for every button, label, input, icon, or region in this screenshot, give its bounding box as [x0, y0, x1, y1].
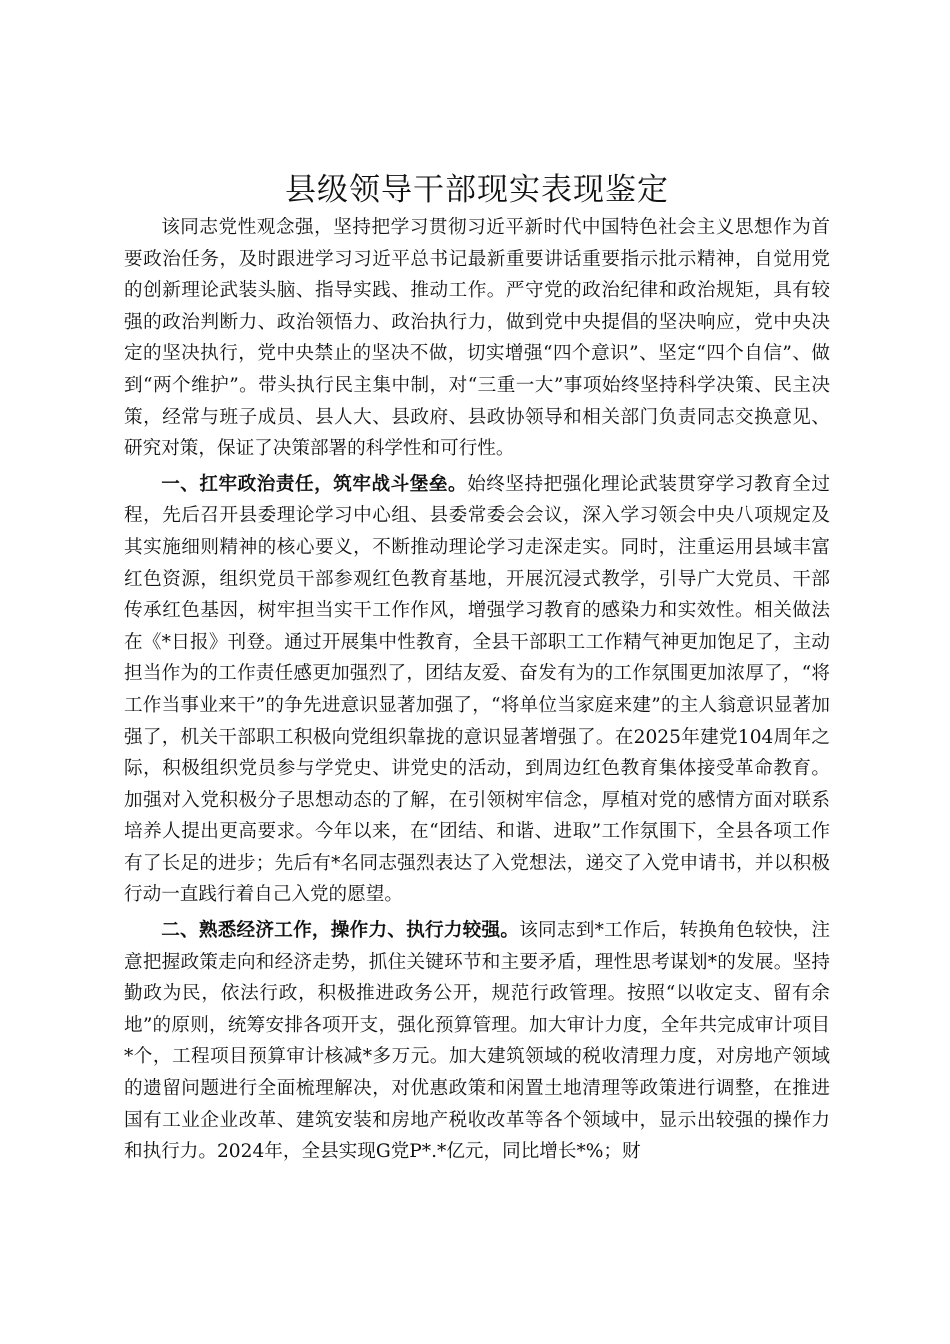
- intro-paragraph: 该同志党性观念强，坚持把学习贯彻习近平新时代中国特色社会主义思想作为首要政治任务，及时跟进学习习近平总书记最新重要讲话重要指示批示精神，自觉用党的创新理论武装头脑、指导实践、推动工作。严守党的政治纪律和政治规矩，具有较强的政治判断力、政治领悟力、政治执行力，做到党中央提倡的坚决响应，党中央决定的坚决执行，党中央禁止的坚决不做，切实增强“四个意识”、坚定“四个自信”、做到“两个维护”。带头执行民主集中制，对“三重一大”事项始终坚持科学决策、民主决策，经常与班子成员、县人大、县政府、县政协领导和相关部门负责同志交换意见、研究对策，保证了决策部署的科学性和可行性。: [124, 217, 830, 460]
- section-body-2: 该同志到*工作后，转换角色较快，注意把握政策走向和经济走势，抓住关键环节和主要矛盾，理性思考谋划*的发展。坚持勤政为民，依法行政，积极推进政务公开，规范行政管理。按照“以收定支、留有余地”的原则，统筹安排各项开支，强化预算管理。加大审计力度，全年共完成审计项目*个，工程项目预算审计核减*多万元。加大建筑领域的税收清理力度，对房地产领域的遗留问题进行全面梳理解决，对优惠政策和闲置土地清理等政策进行调整，在推进国有工业企业改革、建筑安装和房地产税收改革等各个领域中，显示出较强的操作力和执行力。2024年，全县实现G党P*.*亿元，同比增长*%；财: [124, 920, 830, 1163]
- section-paragraph-1: [124, 469, 830, 911]
- section-heading-2: 二、熟悉经济工作，操作力、执行力较强。: [161, 920, 520, 942]
- section-body-1: 始终坚持把强化理论武装贯穿学习教育全过程，先后召开县委理论学习中心组、县委常委会会议，深入学习领会中央八项规定及其实施细则精神的核心要义，不断推动理论学习走深走实。同时，注重运用县域丰富红色资源，组织党员干部参观红色教育基地，开展沉浸式教学，引导广大党员、干部传承红色基因，树牢担当实干工作作风，增强学习教育的感染力和实效性。相关做法在《*日报》刊登。通过开展集中性教育，全县干部职工工作精气神更加饱足了，主动担当作为的工作责任感更加强烈了，团结友爱、奋发有为的工作氛围更加浓厚了，“将工作当事业来干”的争先进意识显著加强了，“将单位当家庭来建”的主人翁意识显著加强了，机关干部职工积极向党组织靠拢的意识显著增强了。在2025年建党104周年之际，积极组织党员参与学党史、讲党史的活动，到周边红色教育集体接受革命教育。加强对入党积极分子思想动态的了解，在引领树牢信念，厚植对党的感情方面对联系培养人提出更高要求。今年以来，在“团结、和谐、进取”工作氛围下，全县各项工作有了长足的进步；先后有*名同志强烈表达了入党想法，递交了入党申请书，并以积极行动一直践行着自己入党的愿望。: [124, 473, 830, 906]
- document-page: [124, 168, 830, 1168]
- section-paragraph-2: [124, 915, 830, 1168]
- document-title: 县级领导干部现实表现鉴定: [285, 172, 669, 208]
- section-heading-1: 一、扛牢政治责任，筑牢战斗堡垒。: [161, 473, 468, 495]
